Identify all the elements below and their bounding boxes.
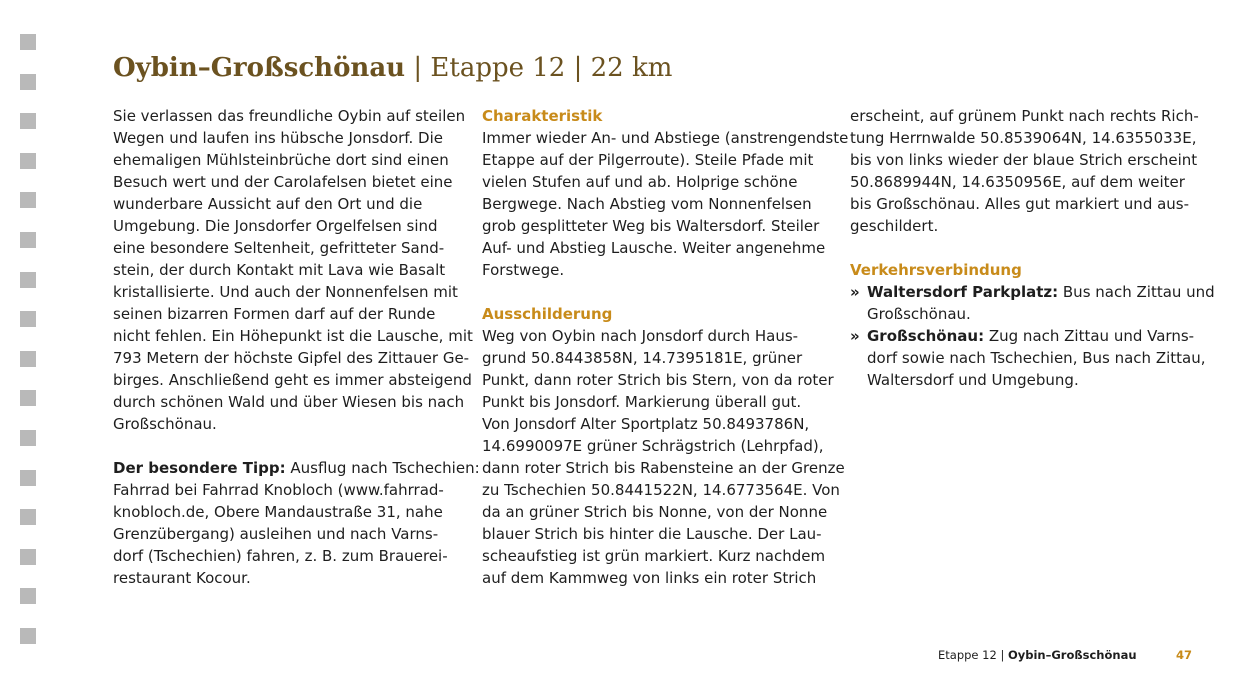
text-line: Punkt bis Jonsdorf. Markierung überall gut.: [482, 393, 802, 411]
text-line: restaurant Kocour.: [113, 569, 251, 587]
text-line: durch schönen Wald und über Wiesen bis nach: [113, 393, 465, 411]
bullet-marker: »: [850, 327, 860, 345]
text-line: Forstwege.: [482, 261, 565, 279]
transport-text: Bus nach Zittau und: [1058, 283, 1215, 301]
text-line: Großschönau.: [113, 415, 217, 433]
edge-square: [20, 430, 36, 446]
text-line: eine besondere Seltenheit, gefritteter Sand-: [113, 239, 445, 257]
text-line: knobloch.de, Obere Mandaustraße 31, nahe: [113, 503, 443, 521]
text-line: kristallisierte. Und auch der Nonnenfelsen mit: [113, 283, 458, 301]
title-distance: 22 km: [590, 53, 673, 83]
column-details: [482, 105, 849, 589]
tip-first-line: [113, 457, 480, 479]
transport-list: [850, 281, 1215, 391]
list-item-continued: [850, 347, 1206, 369]
text-line: 14.6990097E grüner Schrägstrich (Lehrpfad),: [482, 437, 824, 455]
text-line: Grenzübergang) ausleihen und nach Varns-: [113, 525, 439, 543]
text-line: seinen bizarren Formen darf auf der Runde: [113, 305, 436, 323]
list-item: [850, 281, 1215, 303]
column-transport: [850, 105, 1215, 391]
text-line: Von Jonsdorf Alter Sportplatz 50.8493786N,: [482, 415, 810, 433]
text-line: 50.8689944N, 14.6350956E, auf dem weiter: [850, 173, 1185, 191]
text-line: Bergwege. Nach Abstieg vom Nonnenfelsen: [482, 195, 812, 213]
transport-text: Zug nach Zittau und Varns-: [984, 327, 1195, 345]
text-line: tung Herrnwalde 50.8539064N, 14.6355033E,: [850, 129, 1197, 147]
edge-square: [20, 311, 36, 327]
tip-paragraph: [113, 457, 480, 589]
text-line: Auf- und Abstieg Lausche. Weiter angenehme: [482, 239, 826, 257]
paragraph-gap: [482, 281, 832, 303]
edge-square: [20, 470, 36, 486]
title-stage: Etappe 12: [430, 53, 566, 83]
title-route: Oybin–Großschönau: [113, 53, 406, 83]
footer-route: Oybin–Großschönau: [1007, 648, 1137, 662]
text-line: Fahrrad bei Fahrrad Knobloch (www.fahrrad-: [113, 481, 444, 499]
transport-text: dorf sowie nach Tschechien, Bus nach Zittau,: [867, 349, 1206, 367]
text-line: birges. Anschließend geht es immer absteigend: [113, 371, 472, 389]
text-line: ehemaligen Mühlsteinbrüche dort sind einen: [113, 151, 449, 169]
transport-label: Waltersdorf Parkplatz:: [867, 283, 1059, 301]
tip-lines: [113, 479, 463, 589]
text-line: erscheint, auf grünem Punkt nach rechts Rich-: [850, 107, 1199, 125]
paragraph-gap: [113, 435, 463, 457]
text-line: Immer wieder An- und Abstiege (anstrengendste: [482, 129, 849, 147]
text-line: stein, der durch Kontakt mit Lava wie Basalt: [113, 261, 446, 279]
text-line: 793 Metern der höchste Gipfel des Zittauer Ge-: [113, 349, 470, 367]
edge-square: [20, 192, 36, 208]
text-line: Punkt, dann roter Strich bis Stern, von da roter: [482, 371, 834, 389]
edge-square: [20, 272, 36, 288]
text-line: Sie verlassen das freundliche Oybin auf steilen: [113, 107, 466, 125]
page-footer: [938, 648, 1137, 662]
charakteristik-paragraph: [482, 127, 849, 281]
ausschilderung-paragraph: [482, 325, 845, 589]
text-line: bis Großschönau. Alles gut markiert und aus-: [850, 195, 1190, 213]
text-line: Besuch wert und der Carolafelsen bietet eine: [113, 173, 453, 191]
text-line: scheaufstieg ist grün markiert. Kurz nachdem: [482, 547, 826, 565]
text-line: da an grüner Strich bis Nonne, von der Nonne: [482, 503, 828, 521]
edge-square: [20, 549, 36, 565]
paragraph-gap: [850, 237, 1200, 259]
text-line: vielen Stufen auf und ab. Holprige schöne: [482, 173, 798, 191]
edge-square: [20, 390, 36, 406]
text-line: auf dem Kammweg von links ein roter Strich: [482, 569, 817, 587]
text-line: dann roter Strich bis Rabensteine an der Grenze: [482, 459, 845, 477]
bullet-marker: »: [850, 283, 860, 301]
edge-square: [20, 588, 36, 604]
text-line: grob gesplitteter Weg bis Waltersdorf. Steiler: [482, 217, 820, 235]
edge-square: [20, 34, 36, 50]
text-line: zu Tschechien 50.8441522N, 14.6773564E. Von: [482, 481, 840, 499]
list-item-continued: [850, 369, 1200, 391]
page-title: [113, 50, 672, 86]
heading-verkehrsverbindung: Verkehrsverbindung: [850, 261, 1022, 279]
text-line: Wegen und laufen ins hübsche Jonsdorf. Die: [113, 129, 443, 147]
text-line: Weg von Oybin nach Jonsdorf durch Haus-: [482, 327, 799, 345]
heading-ausschilderung: Ausschilderung: [482, 305, 613, 323]
title-separator: |: [405, 53, 431, 83]
edge-square: [20, 113, 36, 129]
intro-paragraph: [113, 105, 473, 435]
text-line: bis von links wieder der blaue Strich erscheint: [850, 151, 1198, 169]
column-intro: [113, 105, 480, 589]
list-item: [850, 325, 1200, 347]
text-line: blauer Strich bis hinter die Lausche. Der Lau-: [482, 525, 822, 543]
text-line: Etappe auf der Pilgerroute). Steile Pfade mit: [482, 151, 814, 169]
page-number: 47: [1176, 648, 1193, 662]
list-item-continued: [850, 303, 1200, 325]
transport-text: Großschönau.: [867, 305, 971, 323]
transport-text: Waltersdorf und Umgebung.: [867, 371, 1079, 389]
edge-square: [20, 351, 36, 367]
edge-square: [20, 509, 36, 525]
text-line: geschildert.: [850, 217, 939, 235]
footer-stage: Etappe 12: [938, 648, 997, 662]
text-line: nicht fehlen. Ein Höhepunkt ist die Lausche, mit: [113, 327, 473, 345]
ausschilderung-continued: [850, 105, 1200, 237]
footer-separator: |: [996, 648, 1008, 662]
edge-square-markers: [20, 34, 36, 654]
heading-charakteristik: Charakteristik: [482, 107, 603, 125]
edge-square: [20, 74, 36, 90]
edge-square: [20, 232, 36, 248]
edge-square: [20, 628, 36, 644]
title-separator: |: [565, 53, 591, 83]
text-line: dorf (Tschechien) fahren, z. B. zum Brauerei-: [113, 547, 448, 565]
transport-label: Großschönau:: [867, 327, 985, 345]
tip-label: Der besondere Tipp:: [113, 459, 286, 477]
text-line: wunderbare Aussicht auf den Ort und die: [113, 195, 423, 213]
text-line: Umgebung. Die Jonsdorfer Orgelfelsen sind: [113, 217, 438, 235]
edge-square: [20, 153, 36, 169]
tip-text: Ausflug nach Tschechien:: [285, 459, 480, 477]
text-line: grund 50.8443858N, 14.7395181E, grüner: [482, 349, 803, 367]
